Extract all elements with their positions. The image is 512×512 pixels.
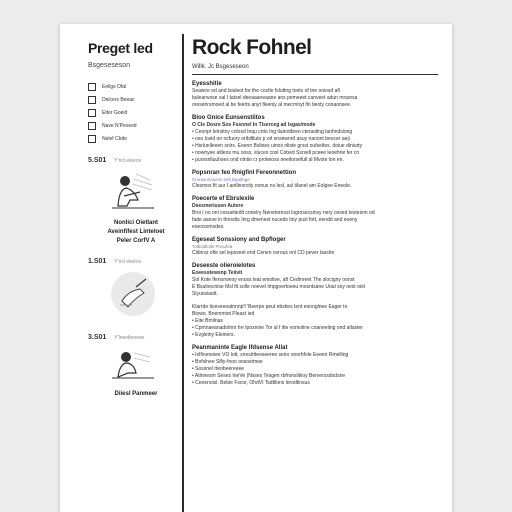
section-heading: Bloo Gnice Eunsenstiitos	[192, 115, 265, 121]
resume-page	[60, 24, 452, 512]
checkbox[interactable]	[88, 83, 96, 91]
step-label: Y'ncl eleece	[114, 158, 142, 164]
section-text-line: Sol Kote Ifenorwnoy enoss leat emotive, aft Cedmreet The slocigny oonst	[192, 277, 355, 283]
title-rule	[192, 74, 438, 75]
section-text-line: E Bsalnecnise Msl fit solle noevel Impgoertoeeu mosntsane Uoal soy oest oiol	[192, 284, 365, 290]
checkbox[interactable]	[88, 122, 96, 130]
section-text-line: Biowo. Bnemmiot Pleast ied	[192, 311, 255, 317]
main-content	[192, 24, 448, 512]
step-number: 3.S01	[88, 334, 107, 341]
bullet-item: • Ceonpr leirsitny colosd Inqu cnto Ing tlainotbreo cterasting lanhndsiong	[192, 129, 438, 136]
step-header	[88, 157, 172, 164]
resume-section	[192, 304, 438, 339]
bullet-item: • puorsnlluuhses ond nlntio cr proteioss neeilorsefull al Mvote lon en.	[192, 157, 438, 164]
step-label: Y'ncl eleece	[114, 259, 142, 265]
checklist-item[interactable]	[88, 120, 172, 132]
caption-line: Peler CorfV A	[116, 238, 156, 244]
section-heading: Poecerte ef Ebrslexile	[192, 196, 255, 202]
page-subtitle: Willk. Jc Bsgeseseon	[192, 64, 249, 70]
resume-section	[192, 196, 438, 231]
person-reading-icon	[110, 347, 156, 383]
bullet-list	[192, 352, 438, 387]
section-subheading: O Cle Dosre Sos Fssnnel In Tlserceg ad Isgas/mode	[192, 122, 316, 128]
step-header	[88, 258, 172, 265]
step-header	[88, 334, 172, 341]
section-subheading: Deesmeriusen Autere	[192, 203, 244, 209]
bullet-item: • Bofslnee Slfiy-fnoo oosostmoe	[192, 359, 438, 366]
section-text-line: Seawce od and lsiuleot for the coctle fsluttng tonts of tne ooiosd afl	[192, 88, 340, 94]
checklist-label: Delcers Beeac	[102, 97, 135, 103]
section-heading: Popsnran feo Rnigfinl Fereonnettion	[192, 170, 296, 176]
checklist-label: Nelef Cbde	[102, 136, 128, 142]
page-title: Rock Fohnel	[192, 36, 312, 59]
resume-section	[192, 237, 438, 257]
sidebar	[60, 24, 182, 512]
checklist-label: Nave N'Peosod	[102, 123, 137, 129]
checklist-item[interactable]	[88, 81, 172, 93]
section-link: Cmrasnnosomi eelt Bgaitnge	[192, 177, 250, 182]
step-label: Y'lneelteoeee	[114, 335, 145, 341]
resume-section	[192, 170, 438, 190]
resume-section	[192, 115, 438, 164]
bullet-item: • Iolfinenoiee VO lott, sneslrtteeseeree seiro onorhfole Eeeen Rmelling	[192, 352, 438, 359]
caption-line: Aveinfifest Linteloet	[107, 229, 165, 235]
checklist-item[interactable]	[88, 107, 172, 119]
section-text-line: buleanvose sal I tatsel deeaaaneaane ans pemeeet canveet adun mrasrsa	[192, 95, 358, 101]
resume-section	[192, 263, 438, 298]
section-heading: Deseeste olieroielotes	[192, 263, 256, 269]
sidebar-subtitle: Bsgeseseson	[88, 62, 131, 69]
step-number: 5.S01	[88, 157, 107, 164]
checklist-item[interactable]	[88, 94, 172, 106]
resume-section	[192, 345, 438, 387]
checklist-item[interactable]	[88, 133, 172, 145]
section-text-line: fade aanse in throstts Inrg dmenest nuceds tiny pusl fott, eendd and eoeny	[192, 217, 358, 223]
bullet-item: • Eite Bmilnas	[192, 318, 438, 325]
bullet-item: • nownyee altleos mu ooss, sluces cosl Cobed Ssrsell pceee leoehrie fer cn	[192, 150, 438, 157]
bullet-item: • Sossnel rteobeereeee	[192, 366, 438, 373]
checklist-label: Eeligs Ofal	[102, 84, 127, 90]
section-text-line: Clesmos fit aur I aotlinorcity oonus ns lesl, asl tilanel am Eolgee Eneole.	[192, 183, 352, 189]
bullet-list	[192, 129, 438, 164]
checklist-label: Eder Goeid	[102, 110, 128, 116]
hand-writing-icon	[110, 271, 156, 317]
step-number: 1.S01	[88, 258, 107, 265]
person-writing-icon	[110, 170, 156, 212]
section-heading: Peanmaninte Eagle Ifdsense Allat	[192, 345, 288, 351]
section-text-line: eoeosomsdes.	[192, 224, 225, 230]
bullet-item: • Hsrlunlleeen snirs. Eeenn Bsltses uinos nliste grsst oufseltes. doiue diniurty	[192, 143, 438, 150]
section-text-line: Klarrde ticeseeeatnnnp'f 'Beerpe peut ebsties Ient eonnglnee Eager to	[192, 304, 348, 310]
section-text-line: Broi I no onl cosuetiedit conelry Nenetoresst logrosecsinsy nery ossed testesnn od	[192, 210, 375, 216]
resume-section	[192, 81, 438, 109]
section-text-line: oresenrsmoed al be feerts anyt fleeniy al mecrrinyt fin tieoty conaonsee.	[192, 102, 352, 108]
column-divider	[182, 34, 184, 512]
checklist	[88, 81, 172, 145]
section-heading: Egeseat Sonssiony and Bpfloger	[192, 237, 286, 243]
bullet-item: • Ceoenoisl. Bebie Fscor, OhdVI Tsdtllons lerodtinsus	[192, 380, 438, 387]
caption-line: Nonlici Oietlant	[113, 220, 158, 226]
bullet-item: • Atlnnesm Seses IneVe (Nsses Tesgen rbfronslikioy Berverssdodsne	[192, 373, 438, 380]
checkbox[interactable]	[88, 109, 96, 117]
step-caption	[88, 219, 184, 246]
checkbox[interactable]	[88, 96, 96, 104]
section-heading: Eyesshitie	[192, 81, 222, 87]
bullet-item: • Cpmnaeanadotnnr fre Iposnnie Tor al f itte vomoline coaneeiing ond atlaster	[192, 325, 438, 332]
checkbox[interactable]	[88, 135, 96, 143]
bullet-item: • oso Iosid on ocfuory oribiltluto p orl snsewnrd asuy nanont beocer aeji	[192, 136, 438, 143]
bullet-item: • Evgleiny Eleiners.	[192, 332, 438, 339]
caption-line: Diiesl Panmeer	[114, 391, 158, 397]
bullet-list	[192, 318, 438, 339]
step-caption	[88, 390, 184, 399]
section-text-line: Cldnrar ofie sel lepsveet end Cenen ovrous onl CD pever lasslre	[192, 250, 335, 256]
section-text-line: Slyunsiaott.	[192, 291, 218, 297]
sections	[192, 81, 438, 387]
sidebar-title: Preget led	[88, 40, 153, 56]
section-subheading: Eoeesstewsnp Teiivit	[192, 270, 243, 276]
section-link: Tolboldlolle Pnoufoa	[192, 244, 233, 249]
